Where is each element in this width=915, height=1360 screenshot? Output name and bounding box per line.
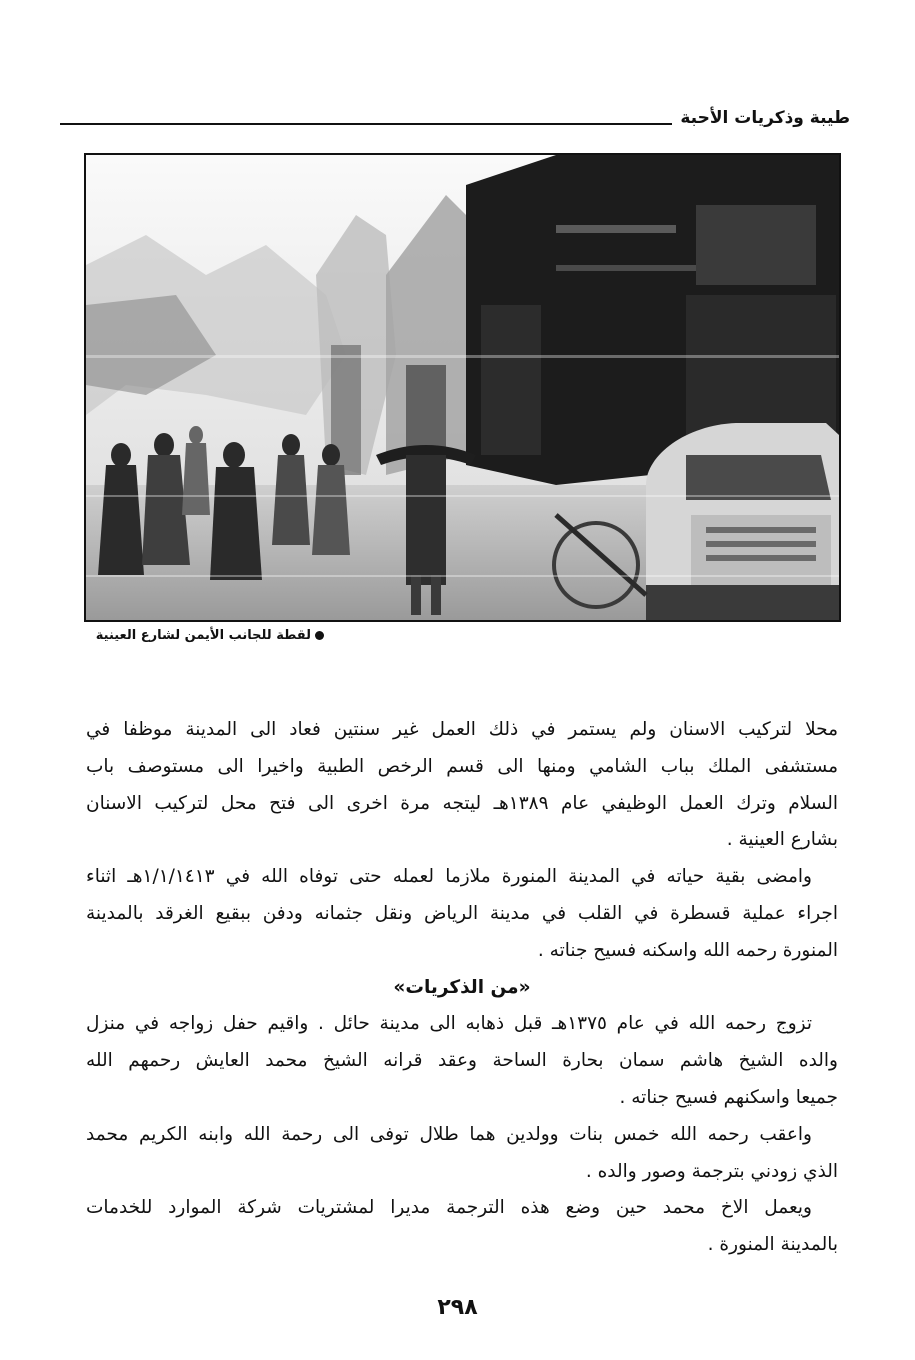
text-line: المنورة رحمه الله واسكنه فسيح جناته . — [537, 939, 838, 961]
text-line: اجراء عملية قسطرة في القلب في مدينة الرياض ونقل جثمانه ودفن ببقيع الغرقد بالمدينة — [86, 902, 838, 924]
bullet-dot-icon — [315, 631, 324, 640]
body-text — [86, 712, 838, 1264]
header-title: طيبة وذكريات الأحبة — [674, 108, 850, 128]
text-line: بشارع العينية . — [726, 829, 838, 851]
section-heading: «من الذكريات» — [393, 976, 531, 998]
text-line: محلا لتركيب الاسنان ولم يستمر في ذلك العمل غير سنتين فعاد الى المدينة موظفا في — [86, 719, 838, 740]
text-line: واعقب رحمه الله خمس بنات وولدين هما طلال توفى الى رحمة الله وابنه الكريم محمد — [86, 1123, 812, 1145]
running-header — [60, 108, 850, 132]
photo-caption — [84, 628, 324, 643]
text-line: مستشفى الملك بباب الشامي ومنها الى قسم الرخص الطبية واخيرا الى مستوصف باب — [86, 755, 838, 777]
text-line: الذي زودني بترجمة وصور والده . — [585, 1160, 838, 1182]
street-photo — [84, 153, 841, 622]
header-rule — [60, 123, 672, 125]
text-line: السلام وترك العمل الوظيفي عام ١٣٨٩هـ ليتجه مرة اخرى الى فتح محل لتركيب الاسنان — [86, 792, 838, 814]
text-line: ويعمل الاخ محمد حين وضع هذه الترجمة مديرا لمشتريات شركة الموارد للخدمات — [86, 1197, 812, 1219]
text-line: وامضى بقية حياته في المدينة المنورة ملازما لعمله حتى توفاه الله في ١/١/١٤١٣هـ اثناء — [86, 866, 812, 888]
text-line: بالمدينة المنورة . — [707, 1234, 838, 1256]
street-photo-illustration — [86, 155, 839, 620]
page-number: ٢٩٨ — [437, 1295, 478, 1320]
text-line: والده الشيخ هاشم سمان بحارة الساحة وعقد قرانه الشيخ محمد العايش رحمهم الله — [86, 1050, 838, 1072]
text-line: تزوج رحمه الله في عام ١٣٧٥هـ قبل ذهابه الى مدينة حائل . واقيم حفل زواجه في منزل — [86, 1013, 812, 1035]
text-line: جميعا واسكنهم فسيح جناته . — [619, 1086, 838, 1108]
photo-caption-text: لقطة للجانب الأيمن لشارع العينية — [95, 628, 311, 643]
